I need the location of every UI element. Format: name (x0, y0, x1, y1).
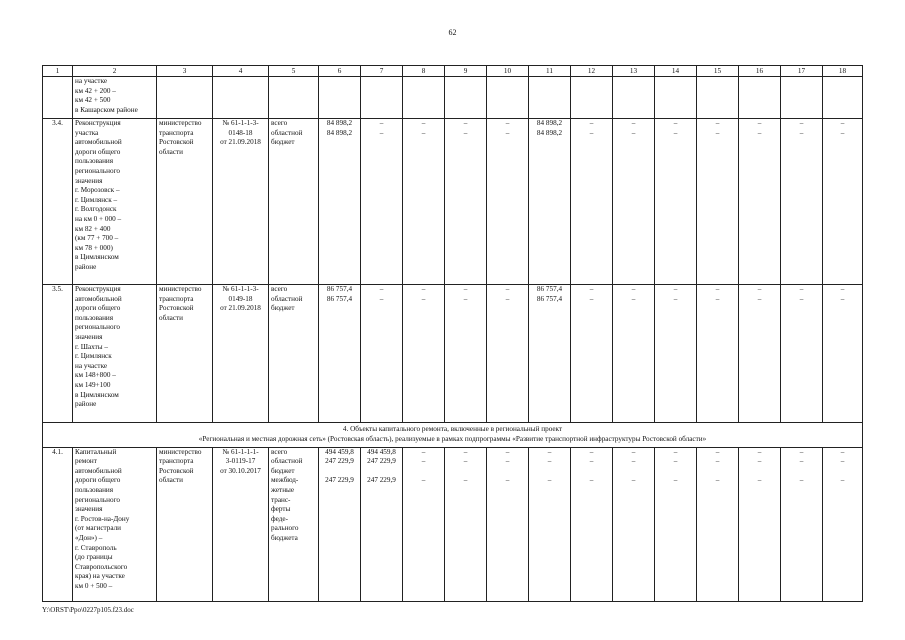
dash-cell (739, 447, 781, 601)
dash-cell (781, 119, 823, 285)
dash: – (421, 475, 426, 484)
dash: – (673, 128, 678, 137)
dash-cell (445, 119, 487, 285)
value: 84 898,2 (326, 119, 353, 127)
column-header: 1 (43, 66, 73, 77)
dash: – (505, 294, 510, 303)
value: 247 229,9 (367, 457, 396, 466)
dash: – (715, 294, 720, 303)
table-row (43, 119, 863, 285)
object-name: Капитальный ремонт автомобильной дороги общего пользования регионального значения г. Ростов-на-Дону (от магистрали «Дон») – г. Ставрополь (до границы Ставропольского края) на участке км 0 + 500 – (73, 447, 157, 601)
funding-sources (269, 285, 319, 423)
column-header: 5 (269, 66, 319, 77)
column-header: 7 (361, 66, 403, 77)
value: 86 757,4 (536, 294, 563, 303)
row-number: 4.1. (43, 447, 73, 601)
dash: – (631, 128, 636, 137)
dash: – (379, 294, 384, 303)
dash: – (589, 119, 594, 127)
dash: – (589, 475, 594, 484)
funding-sources (269, 119, 319, 285)
dash-cell (739, 119, 781, 285)
dash: – (799, 457, 804, 466)
dash: – (673, 294, 678, 303)
dash: – (757, 447, 762, 456)
column-header: 12 (571, 66, 613, 77)
dash: – (673, 447, 678, 456)
dash-cell (781, 447, 823, 601)
dash: – (463, 475, 468, 484)
dash-cell (655, 285, 697, 423)
customer-org: министерство транспорта Ростовской области (157, 119, 213, 285)
dash: – (757, 294, 762, 303)
dash: – (840, 294, 845, 303)
source-label: областной бюджет (271, 128, 303, 147)
dash: – (631, 475, 636, 484)
dash: – (505, 447, 510, 456)
dash-cell (697, 119, 739, 285)
dash: – (421, 457, 426, 466)
dash: – (463, 457, 468, 466)
value: 86 757,4 (326, 285, 353, 293)
column-number-row (43, 66, 863, 77)
value: 247 229,9 (325, 457, 354, 466)
dash-cell (697, 447, 739, 601)
dash: – (757, 457, 762, 466)
dash: – (631, 457, 636, 466)
dash: – (631, 285, 636, 293)
program-table (42, 65, 863, 602)
source-label: областной бюджет (271, 294, 303, 313)
dash: – (799, 475, 804, 484)
dash: – (799, 119, 804, 127)
dash: – (715, 285, 720, 293)
value-cell (529, 119, 571, 285)
value-cell (361, 447, 403, 601)
dash: – (505, 119, 510, 127)
value: 86 757,4 (536, 285, 563, 293)
dash: – (631, 119, 636, 127)
dash: – (379, 119, 384, 127)
dash-cell (823, 285, 863, 423)
column-header: 6 (319, 66, 361, 77)
page-number: 62 (448, 28, 457, 37)
dash-cell (403, 119, 445, 285)
dash: – (463, 119, 468, 127)
dash-cell (823, 447, 863, 601)
column-header: 4 (213, 66, 269, 77)
dash: – (840, 119, 845, 127)
dash: – (463, 294, 468, 303)
dash: – (840, 285, 845, 293)
value: 86 757,4 (326, 294, 353, 303)
column-header: 18 (823, 66, 863, 77)
dash: – (715, 457, 720, 466)
section-title: 4. Объекты капитального ремонта, включенные в региональный проект (342, 425, 563, 433)
dash: – (505, 128, 510, 137)
dash: – (379, 285, 384, 293)
object-name: Реконструкция автомобильной дороги общего пользования регионального значения г. Шахты – г. Цимлянск на участке км 148+800 – км 149+100 в Цимлянском районе (73, 285, 157, 423)
table-row-continuation (43, 77, 863, 119)
dash-cell (613, 285, 655, 423)
dash-cell (697, 285, 739, 423)
dash-cell (739, 285, 781, 423)
dash: – (840, 475, 845, 484)
dash-cell (487, 447, 529, 601)
dash-cell (445, 285, 487, 423)
dash: – (421, 285, 426, 293)
object-name: Реконструкция участка автомобильной дороги общего пользования регионального значения г. Морозовск – г. Цимлянск – г. Волгодонск на км 0 + 000 – км 82 + 400 (км 77 + 700 – км 78 + 000) в Цимлянском районе (73, 119, 157, 285)
project-doc: № 61-1-1-3- 0148-18 от 21.09.2018 (213, 119, 269, 285)
value-cell (529, 285, 571, 423)
value: 494 459,8 (325, 447, 354, 456)
dash: – (673, 457, 678, 466)
dash: – (589, 285, 594, 293)
project-doc: № 61-1-1-1- 3-0119-17 от 30.10.2017 (213, 447, 269, 601)
source-label: всего (271, 285, 288, 293)
dash-cell (487, 119, 529, 285)
column-header: 17 (781, 66, 823, 77)
value: 84 898,2 (536, 128, 563, 137)
dash: – (379, 128, 384, 137)
dash: – (673, 119, 678, 127)
dash-cell (571, 119, 613, 285)
section-subtitle: «Региональная и местная дорожная сеть» (Ростовская область), реализуемые в рамках подпрограммы «Развитие транспортной инфраструктуры Ростовской области» (198, 434, 707, 443)
dash: – (757, 475, 762, 484)
dash: – (715, 447, 720, 456)
value: 247 229,9 (325, 475, 354, 484)
column-header: 16 (739, 66, 781, 77)
dash: – (505, 475, 510, 484)
source-label: межбюд- жетные транс- ферты феде- рального бюджета (271, 476, 299, 542)
dash: – (463, 285, 468, 293)
dash: – (840, 447, 845, 456)
section-heading (43, 423, 863, 448)
row-number: 3.5. (43, 285, 73, 423)
dash: – (757, 128, 762, 137)
dash-cell (823, 119, 863, 285)
dash-cell (529, 447, 571, 601)
dash: – (505, 457, 510, 466)
dash: – (799, 294, 804, 303)
dash: – (547, 475, 552, 484)
column-header: 9 (445, 66, 487, 77)
value-cell (319, 447, 361, 601)
dash: – (589, 447, 594, 456)
table-row (43, 285, 863, 423)
dash: – (715, 128, 720, 137)
dash: – (589, 128, 594, 137)
column-header: 11 (529, 66, 571, 77)
dash-cell (487, 285, 529, 423)
dash: – (840, 457, 845, 466)
dash: – (673, 285, 678, 293)
dash: – (799, 128, 804, 137)
column-header: 14 (655, 66, 697, 77)
customer-org: министерство транспорта Ростовской области (157, 285, 213, 423)
column-header: 13 (613, 66, 655, 77)
value-cell (319, 285, 361, 423)
dash-cell (613, 119, 655, 285)
dash-cell (571, 285, 613, 423)
dash: – (799, 285, 804, 293)
source-label: всего (271, 119, 288, 127)
column-header: 2 (73, 66, 157, 77)
dash-cell (655, 119, 697, 285)
file-path-footer: Y:\ORST\Ppo\0227p105.f23.doc (42, 606, 134, 614)
column-header: 10 (487, 66, 529, 77)
dash: – (547, 457, 552, 466)
dash: – (463, 447, 468, 456)
customer-org: министерство транспорта Ростовской области (157, 447, 213, 601)
dash-cell (361, 119, 403, 285)
dash-cell (403, 285, 445, 423)
dash-cell (613, 447, 655, 601)
project-doc: № 61-1-1-3- 0149-18 от 21.09.2018 (213, 285, 269, 423)
value-cell (319, 119, 361, 285)
dash: – (799, 447, 804, 456)
object-name: на участке км 42 + 200 – км 42 + 500 в Кашарском районе (73, 77, 157, 119)
dash: – (421, 294, 426, 303)
dash-cell (781, 285, 823, 423)
dash: – (505, 285, 510, 293)
dash: – (421, 128, 426, 137)
dash-cell (403, 447, 445, 601)
section-heading-row (43, 423, 863, 448)
source-label: всего (271, 447, 288, 456)
dash-cell (571, 447, 613, 601)
dash: – (589, 294, 594, 303)
dash: – (757, 285, 762, 293)
dash: – (547, 447, 552, 456)
dash-cell (445, 447, 487, 601)
dash: – (673, 475, 678, 484)
table-row (43, 447, 863, 601)
value: 84 898,2 (536, 119, 563, 127)
dash: – (840, 128, 845, 137)
dash: – (715, 475, 720, 484)
dash-cell (361, 285, 403, 423)
dash: – (631, 447, 636, 456)
dash-cell (655, 447, 697, 601)
dash: – (631, 294, 636, 303)
value: 247 229,9 (367, 475, 396, 484)
funding-sources (269, 447, 319, 601)
dash: – (421, 447, 426, 456)
column-header: 15 (697, 66, 739, 77)
dash: – (421, 119, 426, 127)
column-header: 3 (157, 66, 213, 77)
dash: – (589, 457, 594, 466)
value: 494 459,8 (367, 447, 396, 456)
value: 84 898,2 (326, 128, 353, 137)
row-number: 3.4. (43, 119, 73, 285)
dash: – (757, 119, 762, 127)
dash: – (715, 119, 720, 127)
source-label: областной бюджет (271, 457, 303, 475)
dash: – (463, 128, 468, 137)
column-header: 8 (403, 66, 445, 77)
